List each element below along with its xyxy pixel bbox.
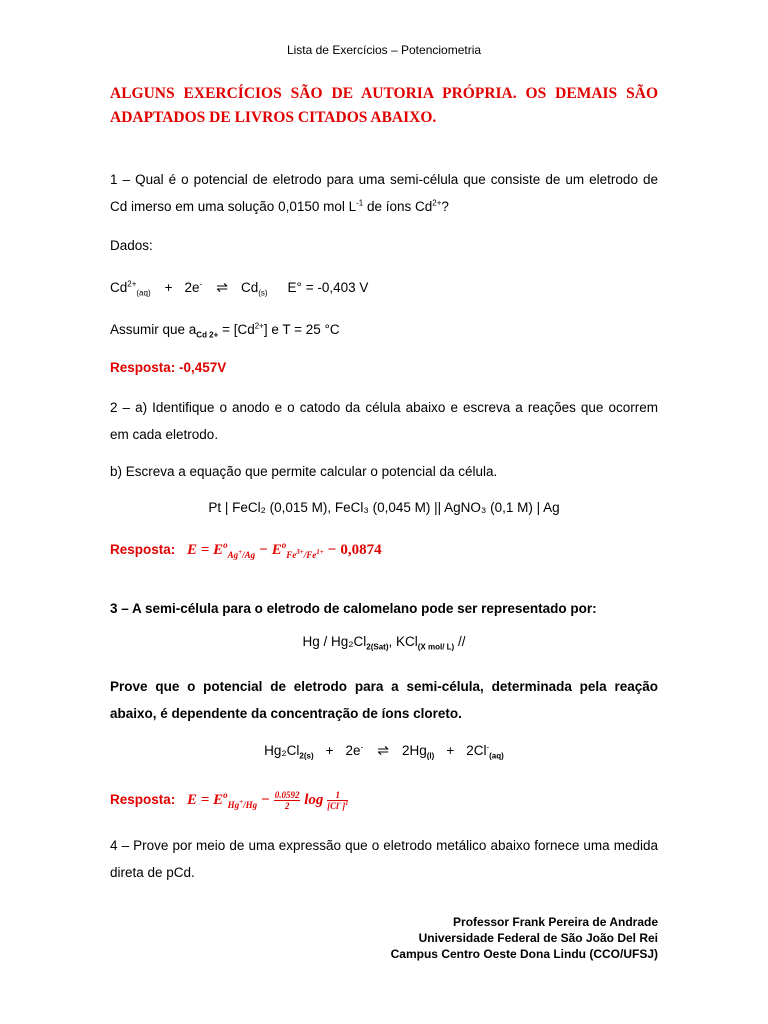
author-signature (380, 914, 658, 962)
q3-cell-notation: Hg / $Hg_2Cl_{2(Sat)}$, KCl$_{(X mol/ L)}$ // (302, 634, 466, 652)
equilibrium-arrow-icon: ⇌ (216, 279, 227, 295)
campus-name: Campus Centro Oeste Dona Lindu (CCO/UFSJ) (390, 947, 658, 961)
q3-prove-text: Prove que o potencial de eletrodo para a semi-célula, determinada pela reação abaixo, é dependente da concentração de íons cloreto. (110, 679, 658, 721)
q3-reaction: $Hg_2Cl_{2(s)} + 2e^-$ ⇌ $2Hg_{(l)} + 2Cl^-_{(aq)}$ (264, 742, 504, 761)
question-2a: 2 – a) Identifique o anodo e o catodo da célula abaixo e escreva a reações que ocorrem em cada eletrodo. (110, 400, 658, 442)
question-2b: b) Escreva a equação que permite calcular o potencial da célula. (110, 464, 498, 479)
q2-equation: $E = E^o_{Ag^+/Ag} - E^o_{Fe^{3+}/Fe^{1+}} - 0,0874$ (187, 540, 382, 560)
page-header: Lista de Exercícios – Potenciometria (286, 43, 482, 57)
authorship-notice: ALGUNS EXERCÍCIOS SÃO DE AUTORIA PRÓPRIA. OS DEMAIS SÃO ADAPTADOS DE LIVROS CITADOS ABAIXO. (110, 85, 658, 126)
author-name: Professor Frank Pereira de Andrade (453, 915, 658, 929)
question-4: 4 – Prove por meio de uma expressão que o eletrodo metálico abaixo fornece uma medida direta de pCd. (110, 838, 658, 880)
university-name: Universidade Federal de São João Del Rei (418, 931, 658, 945)
q2-cell-notation: Pt | FeCl₂ (0,015 M), FeCl₃ (0,045 M) || AgNO₃ (0,1 M) | Ag (208, 500, 560, 515)
q1-answer: Resposta: -0,457V (110, 360, 227, 375)
q1-reaction: $Cd^{2+}_{(aq)} + 2e^-$ ⇌ $Cd_{(s)}$ E° = -0,403 V (110, 279, 369, 298)
fraction-log-argument: $\frac{1}{[Cl^-]^1}$ (327, 790, 349, 812)
q2-answer: Resposta: $E = E^o_{Ag^+/Ag} - E^o_{Fe^{3+}/Fe^{1+}} - 0,0874$ (110, 540, 382, 560)
q1-assumption: Assumir que $a_{Cd 2+} = [Cd^{2+}]$ e T = 25 °C (110, 321, 340, 340)
fraction-coefficient: $\frac{0.0592}{2}$ (274, 790, 300, 812)
equilibrium-arrow-icon: ⇌ (377, 742, 388, 758)
q3-answer: Resposta: $E = E^o_{Hg^+/Hg}$ − $\frac{0.0592}{2}$ log $\frac{1}{[Cl^-]^1}$ (110, 790, 349, 812)
question-1: 1 – Qual é o potencial de eletrodo para uma semi-célula que consiste de um eletrodo de Cd imerso em uma solução 0,0150 mol $L^{-1}$ de íons $Cd^{2+}$? (110, 172, 658, 214)
q3-equation: $E = E^o_{Hg^+/Hg}$ − $\frac{0.0592}{2}$ log $\frac{1}{[Cl^-]^1}$ (187, 790, 349, 812)
question-3: 3 – A semi-célula para o eletrodo de calomelano pode ser representado por: (110, 601, 597, 616)
dados-label: Dados: (110, 238, 153, 253)
